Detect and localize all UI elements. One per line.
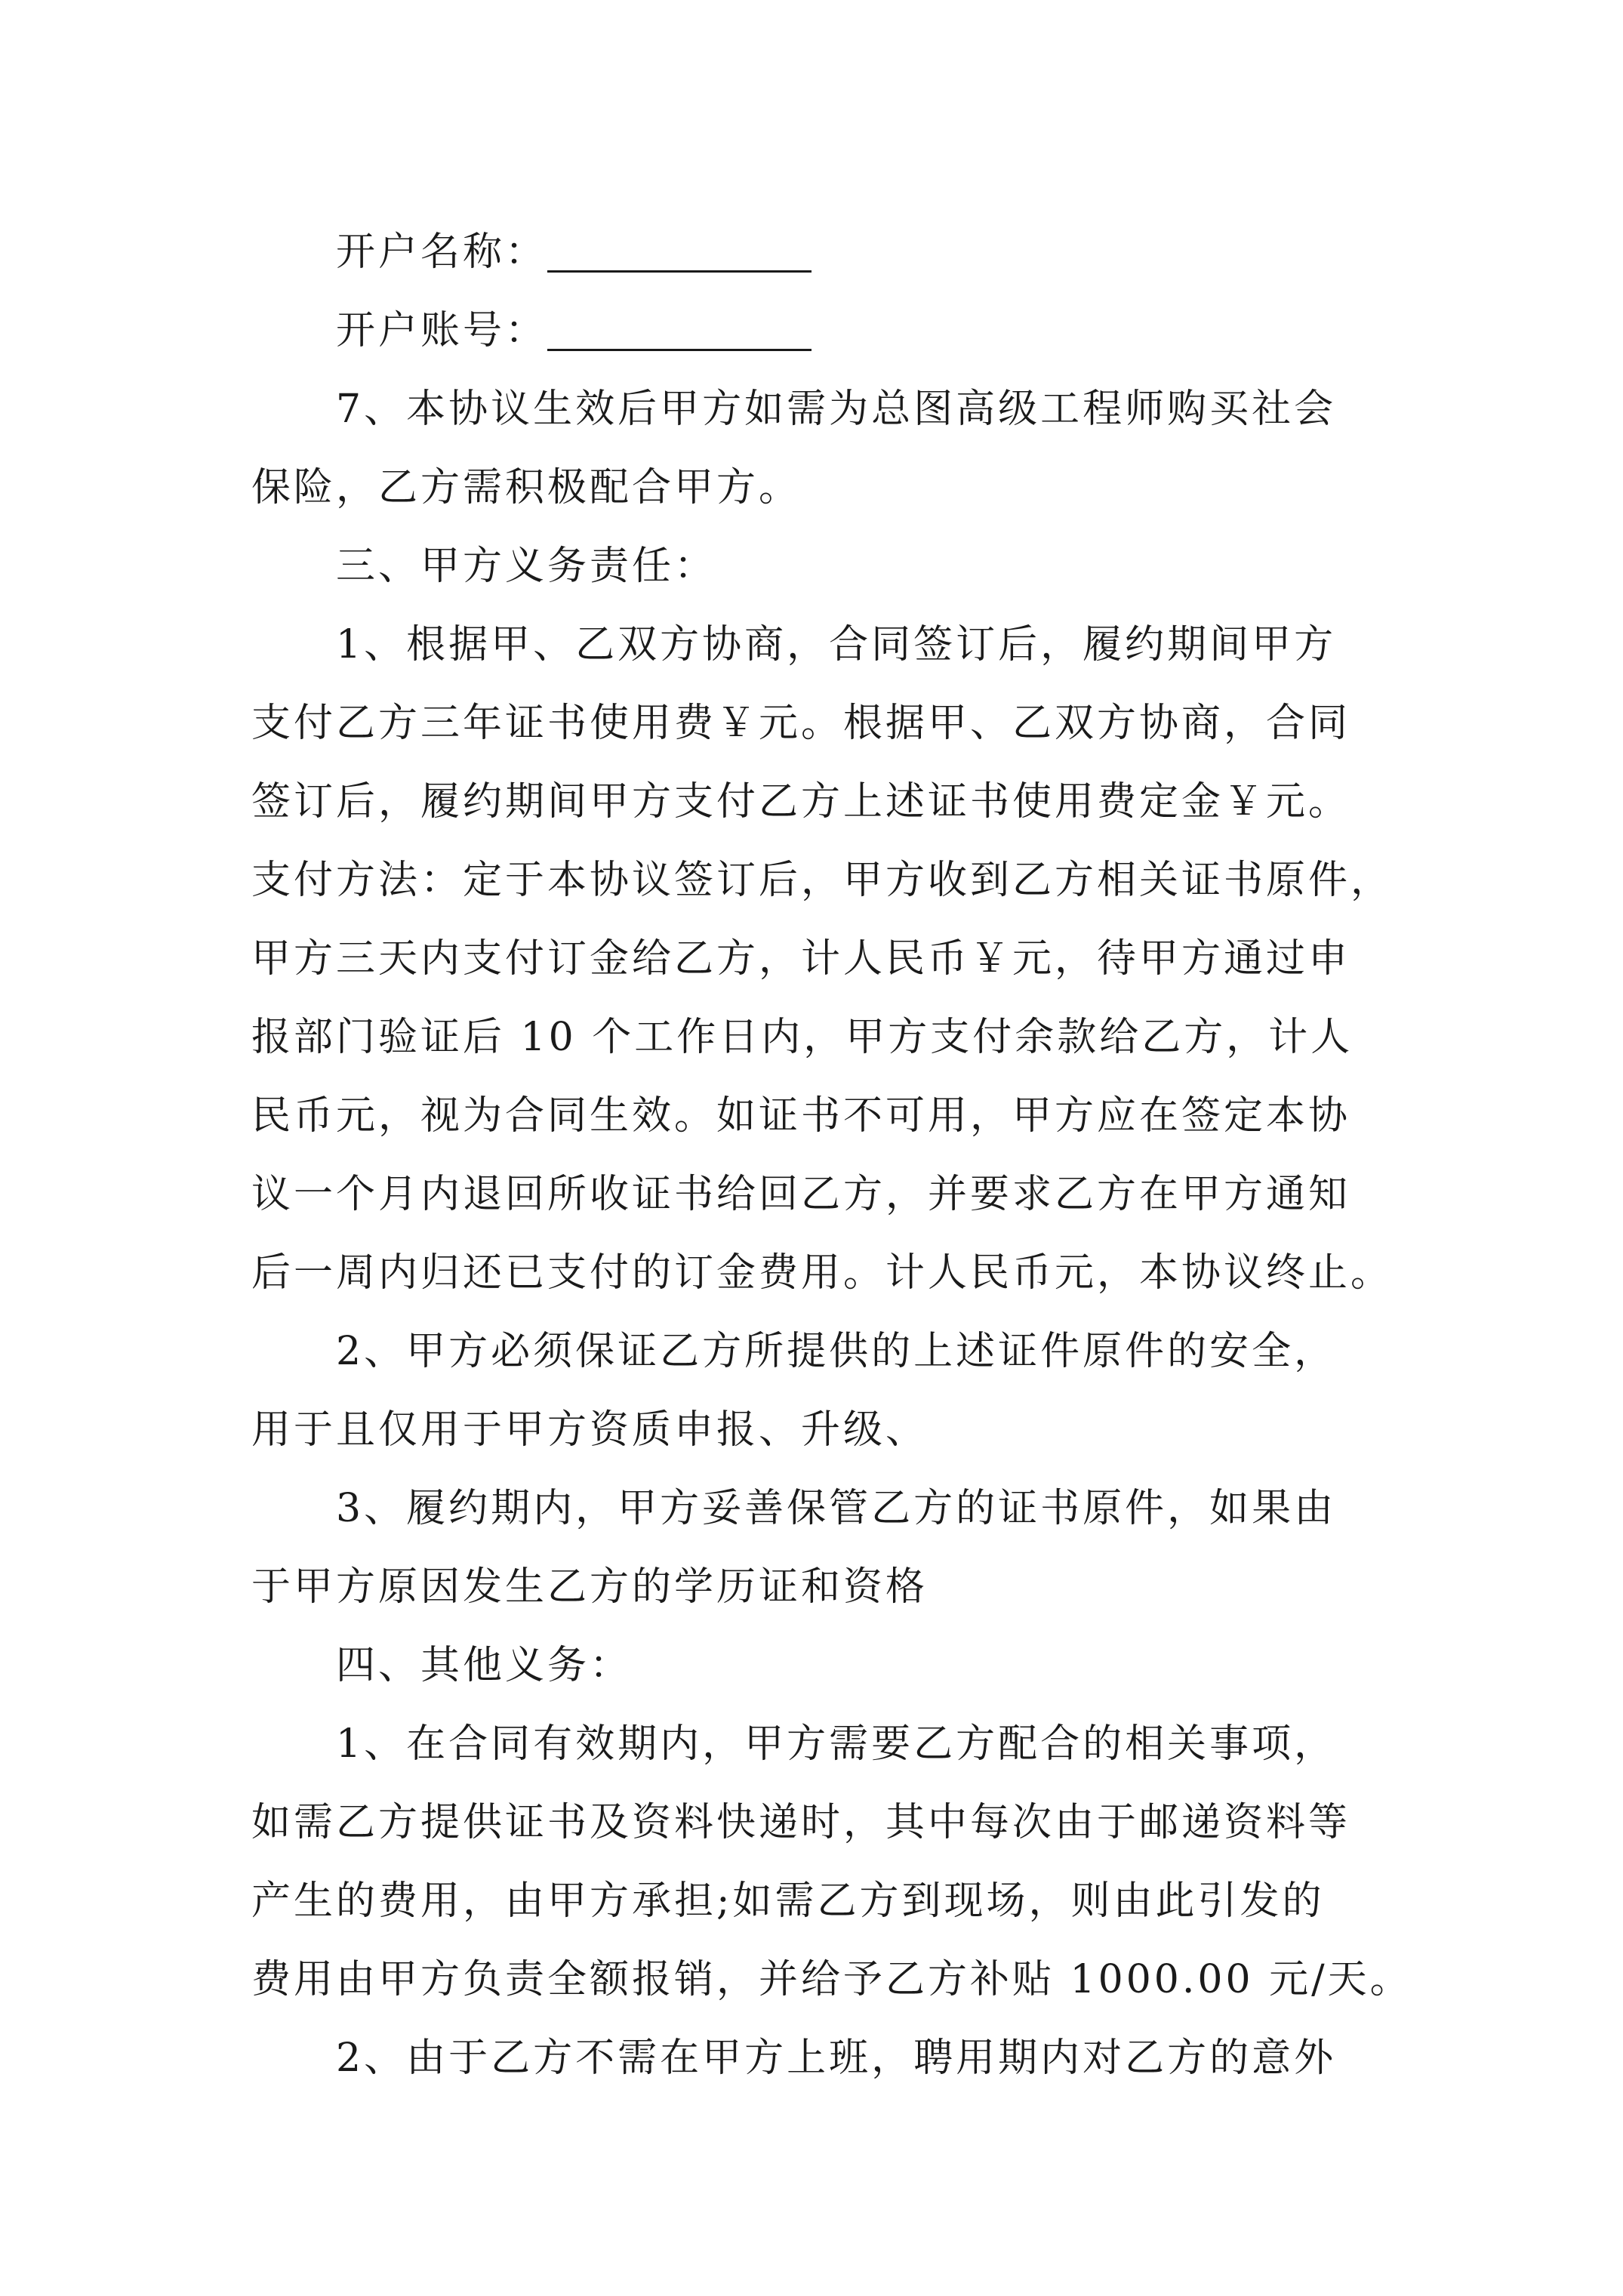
paragraph-line: 7、本协议生效后甲方如需为总图高级工程师购买社会 bbox=[336, 387, 1337, 432]
paragraph-line: 民币元，视为合同生效。如证书不可用，甲方应在签定本协 bbox=[251, 1093, 1351, 1139]
paragraph-line: 产生的费用，由甲方承担;如需乙方到现场，则由此引发的 bbox=[251, 1878, 1325, 1924]
account-number-blank bbox=[547, 304, 812, 351]
paragraph-line: 报部门验证后 10 个工作日内，甲方支付余款给乙方，计人 bbox=[251, 1015, 1354, 1060]
account-name-blank bbox=[547, 225, 812, 273]
paragraph-line: 于甲方原因发生乙方的学历证和资格 bbox=[251, 1564, 929, 1610]
document-body bbox=[251, 213, 1412, 2097]
paragraph-line: 支付方法：定于本协议签订后，甲方收到乙方相关证书原件， bbox=[251, 858, 1394, 903]
paragraph-line: 1、根据甲、乙双方协商，合同签订后，履约期间甲方 bbox=[336, 622, 1337, 667]
account-number-label: 开户账号： bbox=[336, 308, 548, 353]
paragraph-line: 费用由甲方负责全额报销，并给予乙方补贴 1000.00 元/天。 bbox=[251, 1957, 1412, 2002]
paragraph-line: 用于且仅用于甲方资质申报、升级、 bbox=[251, 1407, 929, 1453]
account-name-line bbox=[251, 213, 1384, 291]
paragraph-line: 3、履约期内，甲方妥善保管乙方的证书原件，如果由 bbox=[336, 1486, 1337, 1531]
account-name-label: 开户名称： bbox=[336, 230, 548, 275]
paragraph-line: 甲方三天内支付订金给乙方，计人民币￥元，待甲方通过申 bbox=[251, 936, 1351, 982]
section-heading: 三、甲方义务责任： bbox=[336, 544, 717, 589]
paragraph-line: 签订后，履约期间甲方支付乙方上述证书使用费定金￥元。 bbox=[251, 779, 1351, 824]
paragraph-line: 保险，乙方需积极配合甲方。 bbox=[251, 465, 802, 510]
paragraph-line: 2、由于乙方不需在甲方上班，聘用期内对乙方的意外 bbox=[336, 2036, 1337, 2081]
paragraph-line: 支付乙方三年证书使用费￥元。根据甲、乙双方协商，合同 bbox=[251, 701, 1351, 746]
paragraph-line: 2、甲方必须保证乙方所提供的上述证件原件的安全， bbox=[336, 1329, 1337, 1374]
paragraph-line: 1、在合同有效期内，甲方需要乙方配合的相关事项， bbox=[336, 1721, 1337, 1767]
paragraph-line: 后一周内归还已支付的订金费用。计人民币元，本协议终止。 bbox=[251, 1250, 1394, 1296]
section-heading: 四、其他义务： bbox=[336, 1643, 633, 1688]
paragraph-line: 议一个月内退回所收证书给回乙方，并要求乙方在甲方通知 bbox=[251, 1172, 1351, 1217]
account-number-line bbox=[251, 291, 1384, 370]
paragraph-line: 如需乙方提供证书及资料快递时，其中每次由于邮递资料等 bbox=[251, 1800, 1351, 1845]
